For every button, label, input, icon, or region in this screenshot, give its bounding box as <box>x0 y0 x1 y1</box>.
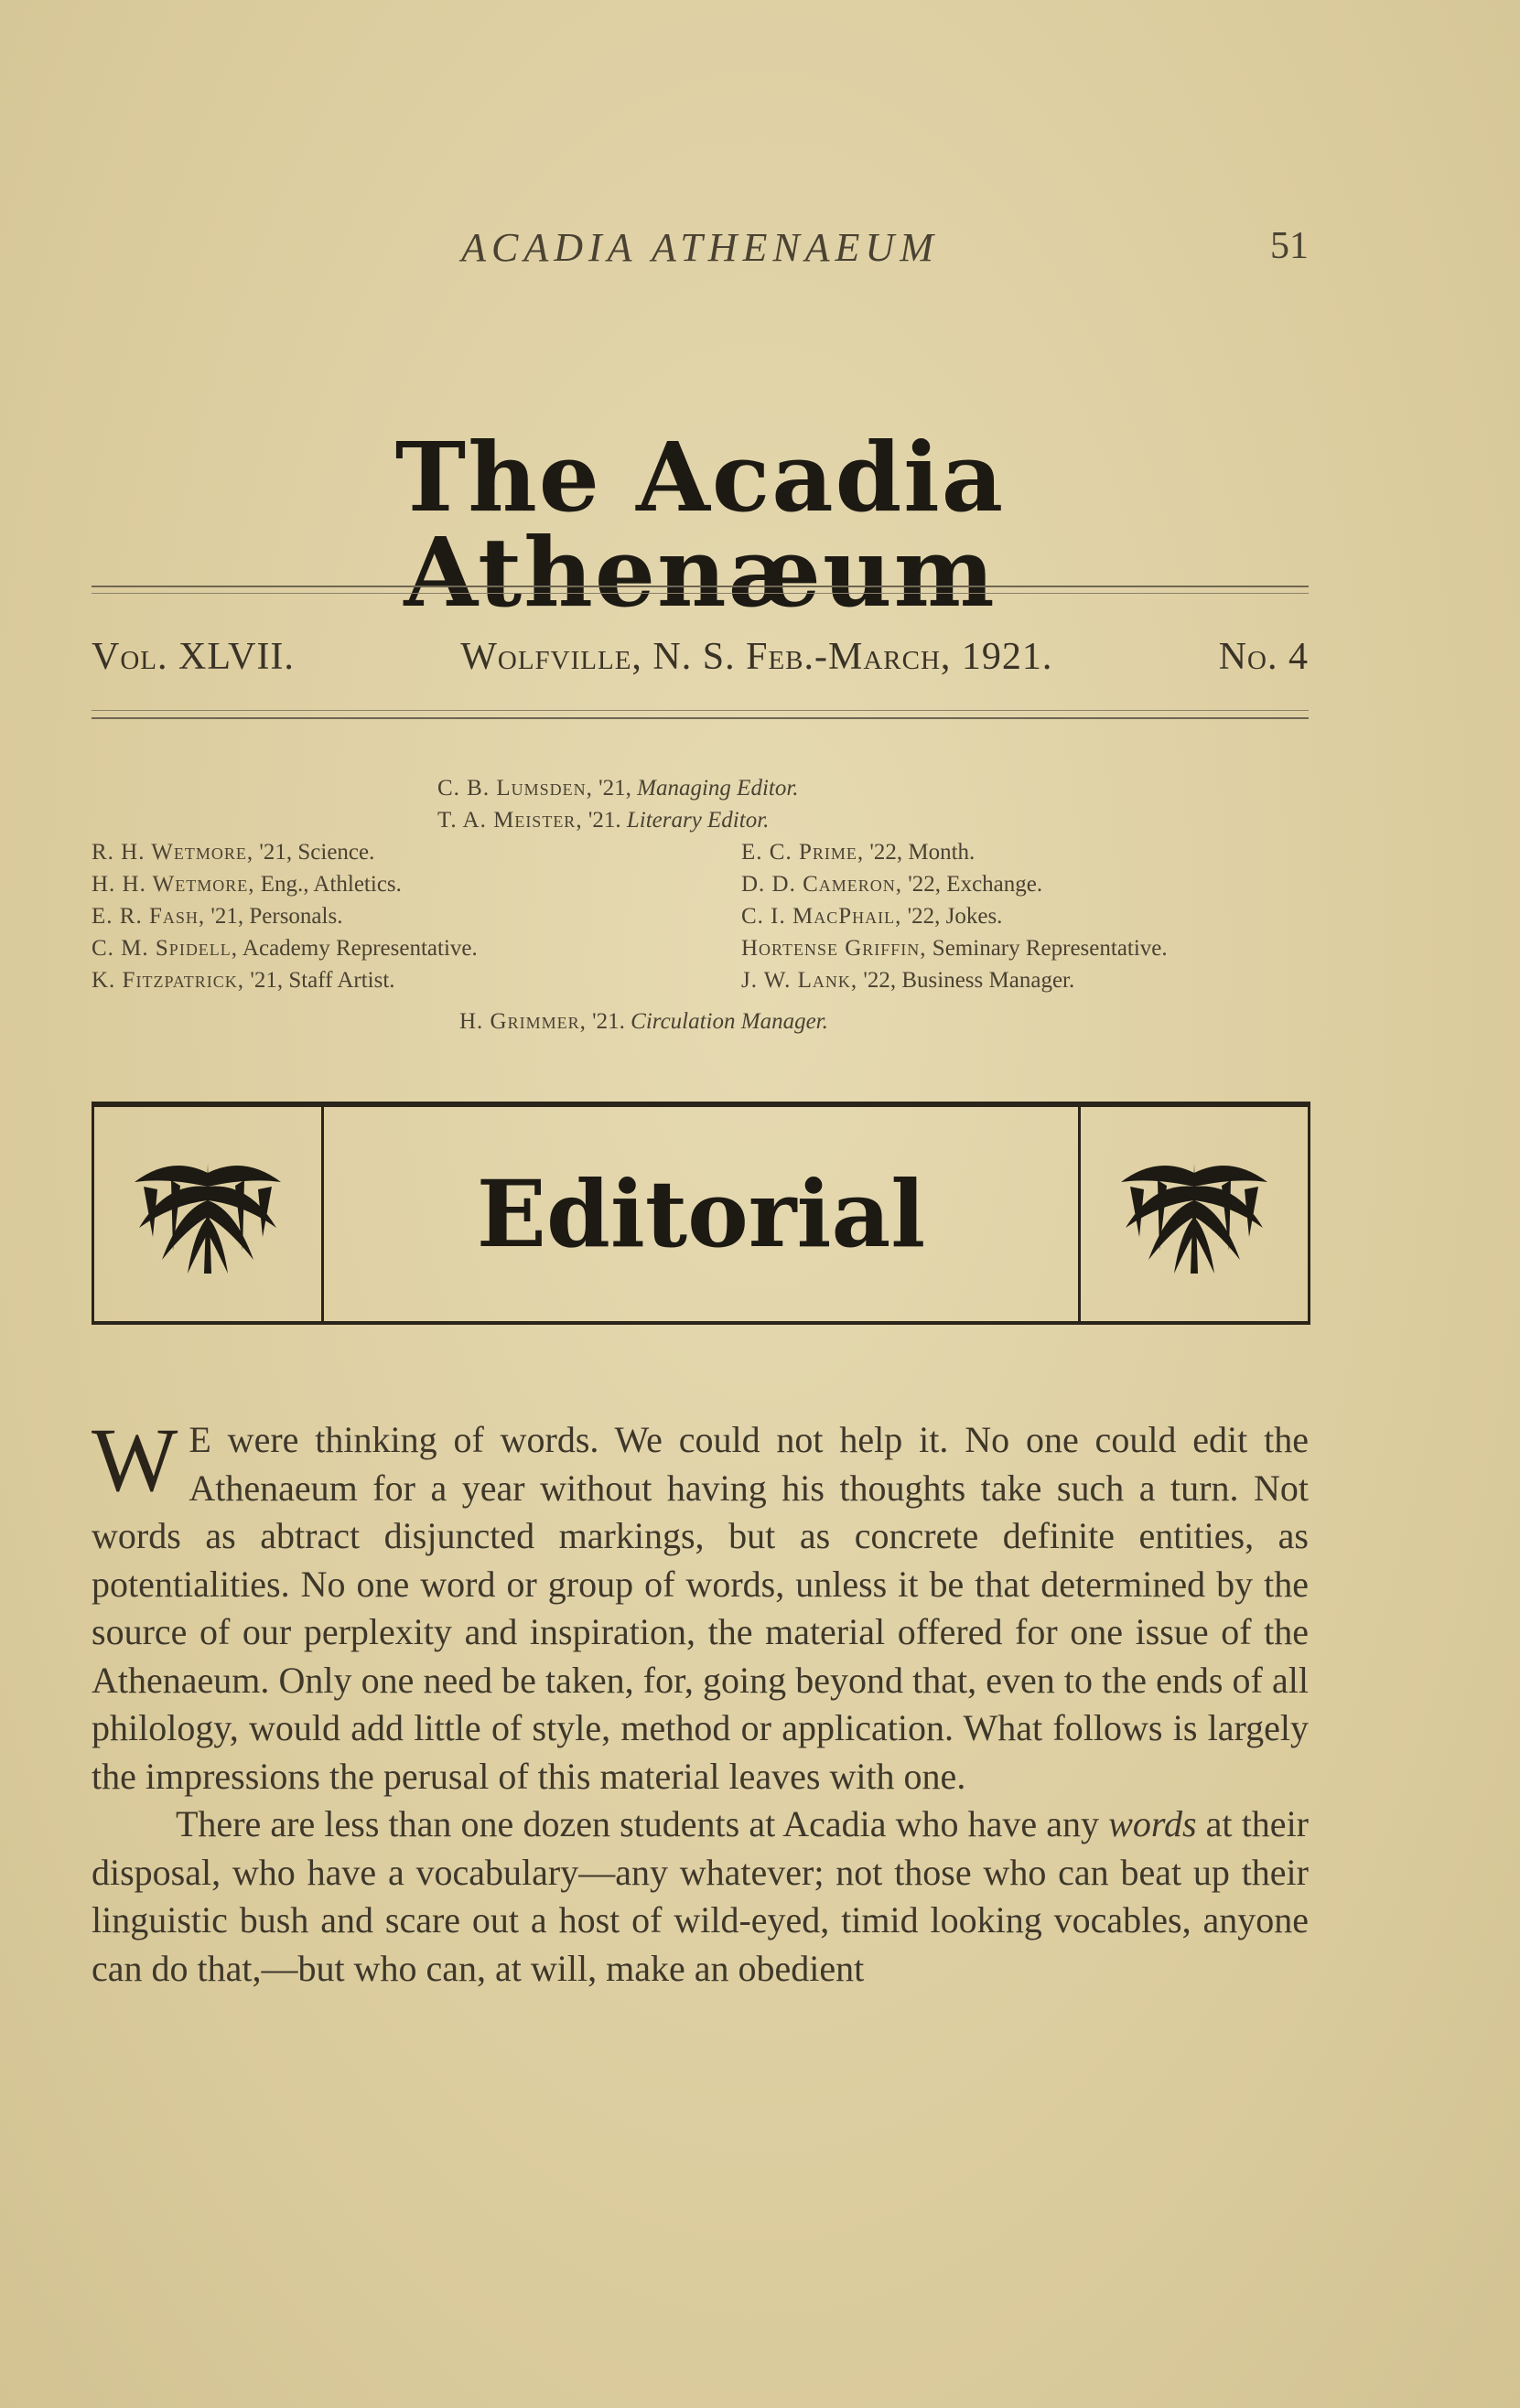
running-title: ACADIA ATHENAEUM <box>461 225 939 270</box>
staff-left-4: C. M. Spidell, Academy Representative. <box>92 936 478 961</box>
page-number: 51 <box>1270 225 1309 267</box>
masthead-rule-thin <box>92 593 1309 594</box>
staff-circulation-manager: H. Grimmer, '21. Circulation Manager. <box>459 1009 828 1034</box>
palm-ornament-icon <box>116 1145 299 1283</box>
issue-line <box>92 629 1309 684</box>
editorial-ornament-left <box>94 1107 324 1321</box>
masthead-title: The Acadia Athenæum <box>394 421 1006 629</box>
paragraph-2: There are less than one dozen students at Acadia who have any words at their disposal, who have a vocabulary—any whatever; not those who can beat up their linguistic bush and scare out a host of wild-eyed, timid looking vocables, anyone can do that,—but who can, at will, make an obedient <box>92 1803 1309 1989</box>
staff-left-2: H. H. Wetmore, Eng., Athletics. <box>92 872 402 897</box>
staff-right-2: D. D. Cameron, '22, Exchange. <box>741 872 1043 897</box>
italic-words: words <box>1108 1803 1197 1844</box>
staff-managing-editor: C. B. Lumsden, '21, Managing Editor. <box>437 776 799 801</box>
paragraph-1-text: were thinking of words. We could not help it. No one could edit the Athenaeum for a year without having his thoughts take such a turn. Not words as abtract disjuncted markings, but as concrete definite entities, as potentialities. No one word or group of words, unless it be that determined by the source of our perplexity and inspiration, the material offered for one issue of the Athenaeum. Only one need be taken, for, going beyond that, even to the ends of all philology, would add little of style, method or application. What follows is largely the impressions the perusal of this material leaves with one. <box>92 1419 1309 1797</box>
issue-number: No. 4 <box>1218 636 1309 678</box>
editorial-header <box>92 1102 1310 1325</box>
staff-right-1: E. C. Prime, '22, Month. <box>741 840 976 865</box>
drop-cap: W <box>92 1409 178 1510</box>
place-date: Wolfville, N. S. Feb.-March, 1921. <box>460 636 1053 678</box>
editorial-ornament-right <box>1078 1107 1308 1321</box>
running-head <box>92 224 1309 279</box>
issue-rule-thin <box>92 710 1309 711</box>
volume-number: Vol. XLVII. <box>92 636 295 678</box>
staff-right-5: J. W. Lank, '22, Business Manager. <box>741 968 1075 993</box>
palm-ornament-icon <box>1103 1145 1286 1283</box>
staff-literary-editor: T. A. Meister, '21. Literary Editor. <box>437 808 770 833</box>
staff-right-3: C. I. MacPhail, '22, Jokes. <box>741 904 1003 929</box>
staff-left-5: K. Fitzpatrick, '21, Staff Artist. <box>92 968 395 993</box>
staff-left-3: E. R. Fash, '21, Personals. <box>92 904 343 929</box>
staff-left-1: R. H. Wetmore, '21, Science. <box>92 840 375 865</box>
editorial-body <box>92 1409 1309 1993</box>
first-word-rest: E <box>189 1419 211 1460</box>
issue-rule <box>92 717 1309 719</box>
masthead-rule <box>92 586 1309 587</box>
paragraph-1 <box>92 1409 1309 1801</box>
staff-right-4: Hortense Griffin, Seminary Representative. <box>741 936 1168 961</box>
editorial-title: Editorial <box>476 1160 926 1268</box>
